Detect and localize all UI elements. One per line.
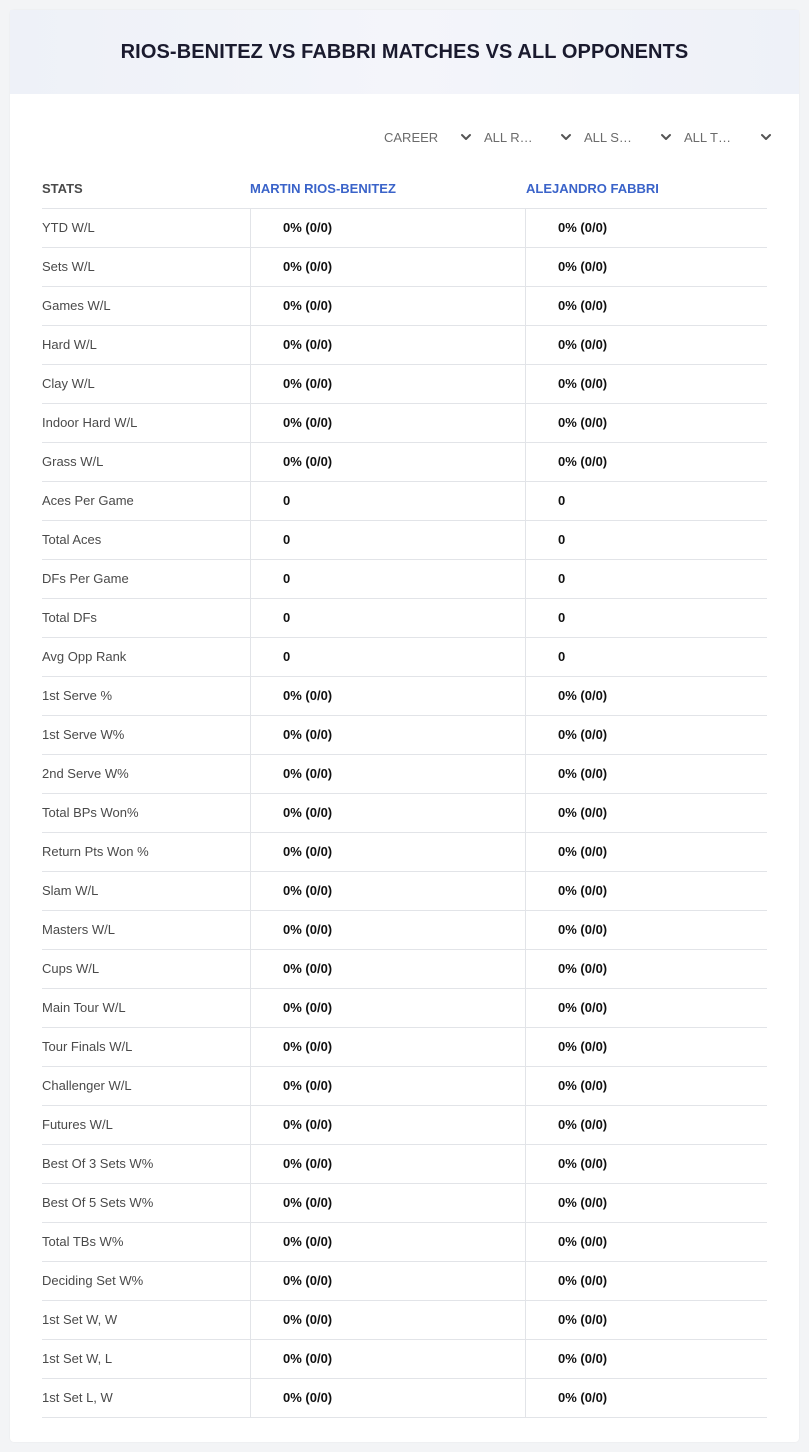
- player1-cell: [250, 872, 526, 910]
- player1-cell: [250, 1106, 526, 1144]
- stat-value: 0: [558, 532, 566, 547]
- player1-cell: [250, 716, 526, 754]
- stat-value: 0% (0/0): [283, 415, 333, 430]
- stat-value: 0% (0/0): [283, 766, 333, 781]
- table-row: [42, 1223, 767, 1262]
- stat-value: 0% (0/0): [558, 1234, 608, 1249]
- table-row: [42, 365, 767, 404]
- stat-value: 0: [558, 610, 566, 625]
- stats-card: [10, 10, 799, 1442]
- stats-column-header: STATS: [42, 181, 83, 196]
- stat-value: 0% (0/0): [558, 961, 608, 976]
- stat-label: Challenger W/L: [42, 1078, 132, 1093]
- stat-value: 0% (0/0): [558, 337, 608, 352]
- player2-cell: [525, 1301, 768, 1339]
- filter-select[interactable]: [382, 126, 482, 148]
- stat-value: 0% (0/0): [558, 688, 608, 703]
- table-row: [42, 248, 767, 287]
- player2-cell: [525, 1106, 768, 1144]
- stat-label: Best Of 5 Sets W%: [42, 1195, 154, 1210]
- stat-label: Best Of 3 Sets W%: [42, 1156, 154, 1171]
- stat-label: Total DFs: [42, 610, 97, 625]
- stat-value: 0% (0/0): [283, 1312, 333, 1327]
- player1-cell: [250, 248, 526, 286]
- player1-cell: [250, 1184, 526, 1222]
- stat-value: 0% (0/0): [283, 688, 333, 703]
- stat-label: Cups W/L: [42, 961, 100, 976]
- player1-cell: [250, 1262, 526, 1300]
- stat-label: 2nd Serve W%: [42, 766, 129, 781]
- player2-cell: [525, 755, 768, 793]
- table-row: [42, 911, 767, 950]
- table-row: [42, 1340, 767, 1379]
- stat-value: 0% (0/0): [283, 1273, 333, 1288]
- player1-cell: [250, 287, 526, 325]
- stat-value: 0% (0/0): [558, 1078, 608, 1093]
- filter-select-label: CAREER: [384, 129, 439, 145]
- stat-value: 0% (0/0): [558, 1117, 608, 1132]
- player2-cell: [525, 521, 768, 559]
- player2-cell: [525, 716, 768, 754]
- filter-select[interactable]: [582, 126, 682, 148]
- stat-value: 0% (0/0): [283, 220, 333, 235]
- filter-select[interactable]: [682, 126, 782, 148]
- player1-cell: [250, 1145, 526, 1183]
- stat-value: 0% (0/0): [558, 1312, 608, 1327]
- stat-label: Masters W/L: [42, 922, 115, 937]
- player2-cell: [525, 326, 768, 364]
- player2-cell: [525, 950, 768, 988]
- player1-cell: [250, 833, 526, 871]
- table-row: [42, 1067, 767, 1106]
- stat-label: Total TBs W%: [42, 1234, 124, 1249]
- player2-cell: [525, 872, 768, 910]
- stat-value: 0% (0/0): [283, 1117, 333, 1132]
- player1-cell: [250, 755, 526, 793]
- stat-value: 0% (0/0): [283, 805, 333, 820]
- stat-label: Indoor Hard W/L: [42, 415, 138, 430]
- stat-value: 0% (0/0): [558, 298, 608, 313]
- stat-value: 0% (0/0): [283, 337, 333, 352]
- player1-cell: [250, 1301, 526, 1339]
- player1-cell: [250, 326, 526, 364]
- player2-cell: [525, 1379, 768, 1417]
- player1-cell: [250, 950, 526, 988]
- stat-value: 0: [283, 649, 291, 664]
- stat-value: 0% (0/0): [558, 259, 608, 274]
- table-row: [42, 638, 767, 677]
- player1-cell: [250, 1340, 526, 1378]
- table-row: [42, 1184, 767, 1223]
- player2-cell: [525, 911, 768, 949]
- stat-value: 0% (0/0): [558, 376, 608, 391]
- filter-select-label: ALL R…: [484, 129, 533, 145]
- table-row: [42, 677, 767, 716]
- stat-value: 0% (0/0): [283, 298, 333, 313]
- stat-value: 0: [283, 493, 291, 508]
- stat-value: 0: [283, 610, 291, 625]
- player2-cell: [525, 1223, 768, 1261]
- table-row: [42, 404, 767, 443]
- player2-cell: [525, 677, 768, 715]
- chevron-down-icon: [760, 131, 772, 143]
- stat-value: 0% (0/0): [558, 922, 608, 937]
- player1-cell: [250, 911, 526, 949]
- stat-value: 0% (0/0): [558, 1195, 608, 1210]
- player2-cell: [525, 404, 768, 442]
- table-row: [42, 755, 767, 794]
- stat-value: 0% (0/0): [558, 1390, 608, 1405]
- stat-label: YTD W/L: [42, 220, 95, 235]
- stat-label: 1st Set L, W: [42, 1390, 113, 1405]
- player1-cell: [250, 560, 526, 598]
- player2-cell: [525, 443, 768, 481]
- player2-cell: [525, 1340, 768, 1378]
- stat-label: 1st Set W, W: [42, 1312, 118, 1327]
- stat-value: 0% (0/0): [558, 883, 608, 898]
- player1-cell: [250, 794, 526, 832]
- player2-cell: [525, 560, 768, 598]
- stat-value: 0% (0/0): [283, 727, 333, 742]
- stat-value: 0% (0/0): [558, 805, 608, 820]
- stat-value: 0% (0/0): [283, 922, 333, 937]
- stat-label: Sets W/L: [42, 259, 95, 274]
- player1-cell: [250, 521, 526, 559]
- table-row: [42, 482, 767, 521]
- table-row: [42, 326, 767, 365]
- stat-value: 0% (0/0): [558, 1156, 608, 1171]
- stat-value: 0% (0/0): [558, 766, 608, 781]
- player1-cell: [250, 209, 526, 247]
- table-row: [42, 833, 767, 872]
- player1-link[interactable]: MARTIN RIOS-BENITEZ: [250, 181, 396, 196]
- player2-cell: [525, 833, 768, 871]
- stat-value: 0: [558, 493, 566, 508]
- table-row: [42, 560, 767, 599]
- filter-select-label: ALL T…: [684, 129, 731, 145]
- chevron-down-icon: [460, 131, 472, 143]
- stat-value: 0% (0/0): [558, 415, 608, 430]
- table-header: [42, 172, 767, 208]
- stat-value: 0% (0/0): [283, 1351, 333, 1366]
- player2-cell: [525, 1028, 768, 1066]
- stat-label: Aces Per Game: [42, 493, 134, 508]
- stat-label: Return Pts Won %: [42, 844, 149, 859]
- chevron-down-icon: [660, 131, 672, 143]
- player1-cell: [250, 1223, 526, 1261]
- stat-label: 1st Serve %: [42, 688, 113, 703]
- filter-bar: [382, 126, 782, 148]
- stat-label: 1st Set W, L: [42, 1351, 113, 1366]
- table-row: [42, 443, 767, 482]
- stat-value: 0% (0/0): [283, 259, 333, 274]
- page-title: RIOS-BENITEZ VS FABBRI MATCHES VS ALL OPPONENTS: [120, 40, 689, 63]
- player1-cell: [250, 1028, 526, 1066]
- card-header: [10, 10, 799, 94]
- player1-cell: [250, 677, 526, 715]
- table-row: [42, 872, 767, 911]
- player1-cell: [250, 482, 526, 520]
- player2-cell: [525, 482, 768, 520]
- table-row: [42, 521, 767, 560]
- player2-cell: [525, 1145, 768, 1183]
- player1-cell: [250, 989, 526, 1027]
- stat-value: 0% (0/0): [283, 1195, 333, 1210]
- chevron-down-icon: [560, 131, 572, 143]
- table-row: [42, 209, 767, 248]
- stat-label: Slam W/L: [42, 883, 99, 898]
- player1-cell: [250, 1067, 526, 1105]
- stat-value: 0% (0/0): [558, 1273, 608, 1288]
- player2-cell: [525, 599, 768, 637]
- stat-label: DFs Per Game: [42, 571, 129, 586]
- player2-cell: [525, 209, 768, 247]
- table-row: [42, 989, 767, 1028]
- stat-label: Grass W/L: [42, 454, 104, 469]
- stat-label: Futures W/L: [42, 1117, 113, 1132]
- filter-select-label: ALL S…: [584, 129, 632, 145]
- stat-value: 0% (0/0): [283, 1039, 333, 1054]
- stat-value: 0% (0/0): [558, 454, 608, 469]
- player1-cell: [250, 404, 526, 442]
- player2-cell: [525, 1067, 768, 1105]
- table-row: [42, 287, 767, 326]
- stat-value: 0: [283, 532, 291, 547]
- table-row: [42, 1028, 767, 1067]
- table-row: [42, 1379, 767, 1418]
- stat-label: Tour Finals W/L: [42, 1039, 133, 1054]
- stat-label: Avg Opp Rank: [42, 649, 127, 664]
- table-row: [42, 1262, 767, 1301]
- player1-cell: [250, 443, 526, 481]
- stat-value: 0% (0/0): [558, 1000, 608, 1015]
- table-row: [42, 1106, 767, 1145]
- player2-cell: [525, 794, 768, 832]
- stat-value: 0% (0/0): [558, 727, 608, 742]
- stat-value: 0% (0/0): [558, 1039, 608, 1054]
- stat-value: 0% (0/0): [558, 1351, 608, 1366]
- player2-cell: [525, 287, 768, 325]
- player1-cell: [250, 1379, 526, 1417]
- stat-value: 0% (0/0): [283, 376, 333, 391]
- stat-label: Total BPs Won%: [42, 805, 139, 820]
- table-row: [42, 1145, 767, 1184]
- stat-value: 0% (0/0): [283, 1390, 333, 1405]
- table-row: [42, 599, 767, 638]
- player1-cell: [250, 599, 526, 637]
- stat-value: 0: [558, 571, 566, 586]
- stat-value: 0% (0/0): [283, 1234, 333, 1249]
- player2-cell: [525, 365, 768, 403]
- stat-label: Main Tour W/L: [42, 1000, 126, 1015]
- stat-value: 0% (0/0): [283, 1156, 333, 1171]
- player2-link[interactable]: ALEJANDRO FABBRI: [526, 181, 659, 196]
- stat-value: 0% (0/0): [558, 220, 608, 235]
- stat-value: 0: [283, 571, 291, 586]
- stat-label: Hard W/L: [42, 337, 97, 352]
- table-row: [42, 716, 767, 755]
- stat-value: 0% (0/0): [283, 883, 333, 898]
- stat-label: 1st Serve W%: [42, 727, 125, 742]
- stat-value: 0% (0/0): [283, 1078, 333, 1093]
- stat-label: Deciding Set W%: [42, 1273, 144, 1288]
- stat-value: 0% (0/0): [558, 844, 608, 859]
- filter-select[interactable]: [482, 126, 582, 148]
- stat-value: 0% (0/0): [283, 844, 333, 859]
- stat-label: Games W/L: [42, 298, 111, 313]
- stats-table-body: [42, 208, 767, 1418]
- player2-cell: [525, 248, 768, 286]
- stat-value: 0% (0/0): [283, 1000, 333, 1015]
- table-row: [42, 794, 767, 833]
- player2-cell: [525, 989, 768, 1027]
- stat-label: Total Aces: [42, 532, 102, 547]
- table-row: [42, 1301, 767, 1340]
- stat-value: 0% (0/0): [283, 454, 333, 469]
- stat-value: 0: [558, 649, 566, 664]
- stat-label: Clay W/L: [42, 376, 95, 391]
- player1-cell: [250, 638, 526, 676]
- player2-cell: [525, 638, 768, 676]
- stat-value: 0% (0/0): [283, 961, 333, 976]
- table-row: [42, 950, 767, 989]
- player2-cell: [525, 1262, 768, 1300]
- player2-cell: [525, 1184, 768, 1222]
- player1-cell: [250, 365, 526, 403]
